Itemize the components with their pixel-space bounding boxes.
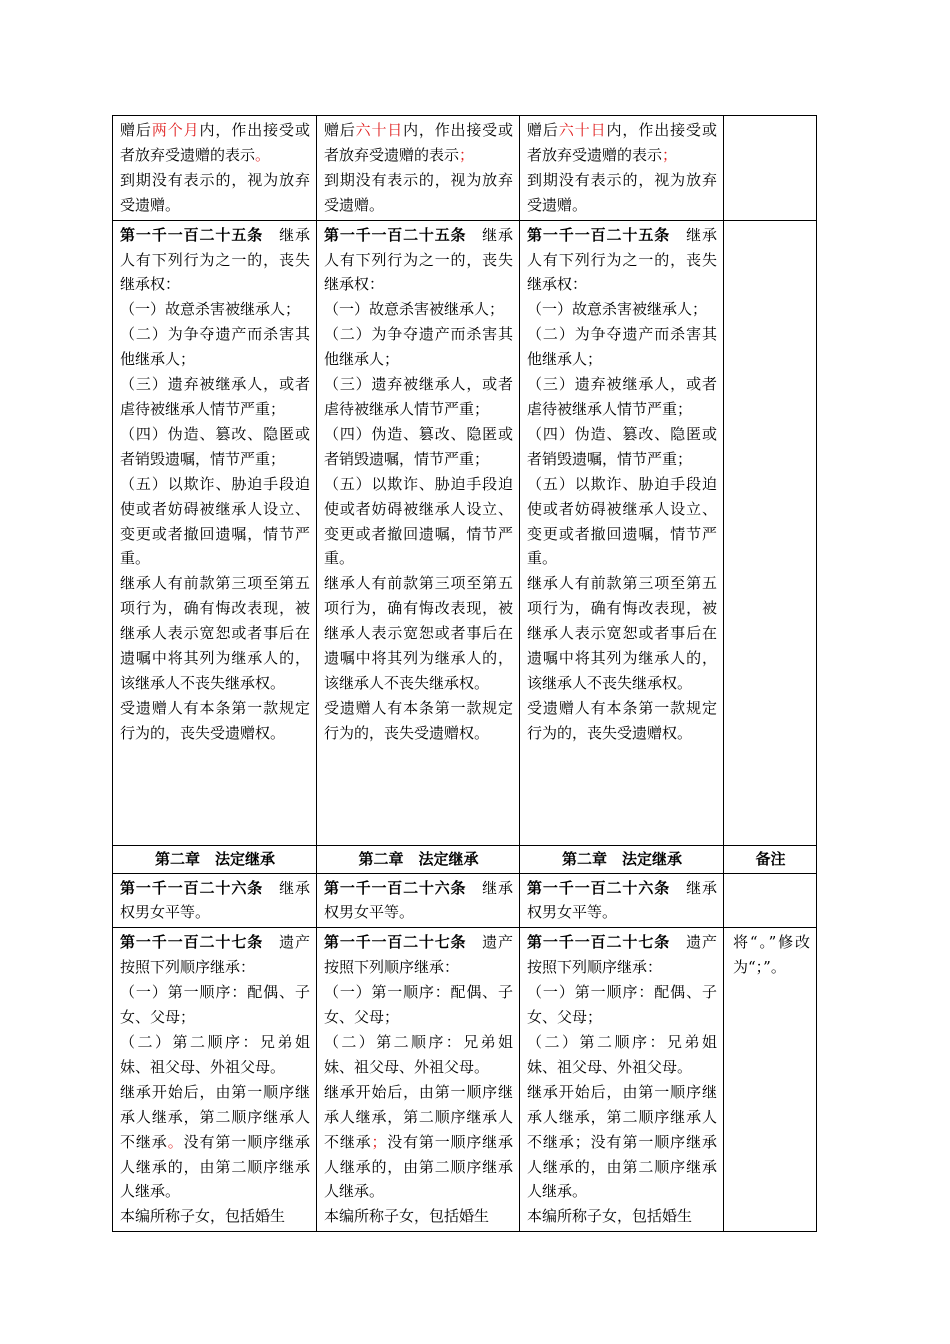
paragraph	[324, 223, 513, 298]
cell-final-text	[520, 928, 724, 1232]
list-item: （五）以欺诈、胁迫手段迫使或者妨碍被继承人设立、变更或者撤回遗嘱，情节严重。	[120, 474, 310, 568]
text: 遗产按照下列顺序继承：	[324, 933, 513, 977]
cell-draft-text	[317, 873, 520, 928]
chapter-header-row	[113, 845, 817, 873]
list-item: （三）遗弃被继承人，或者虐待被继承人情节严重；	[527, 375, 717, 418]
list-item: （五）以欺诈、胁迫手段迫使或者妨碍被继承人设立、变更或者撤回遗嘱，情节严重。	[527, 474, 717, 568]
cell-draft-text	[317, 220, 520, 845]
list-item: （一）第一顺序：配偶、子女、父母；	[120, 983, 310, 1027]
article-number: 第一千一百二十七条	[120, 933, 264, 952]
paragraph: 本编所称子女，包括婚生	[527, 1207, 693, 1226]
paragraph: 受遗赠人有本条第一款规定行为的，丧失受遗赠权。	[120, 698, 310, 742]
list-item: （四）伪造、篡改、隐匿或者销毁遗嘱，情节严重；	[324, 424, 513, 468]
paragraph: 到期没有表示的，视为放弃受遗赠。	[324, 170, 513, 214]
list-item: （四）伪造、篡改、隐匿或者销毁遗嘱，情节严重；	[120, 424, 310, 468]
list-item: （二）为争夺遗产而杀害其他继承人；	[120, 325, 310, 369]
paragraph: 受遗赠人有本条第一款规定行为的，丧失受遗赠权。	[324, 698, 513, 742]
comparison-table-page	[112, 115, 816, 1232]
list-item: （四）伪造、篡改、隐匿或者销毁遗嘱，情节严重；	[527, 424, 717, 468]
paragraph: 到期没有表示的，视为放弃受遗赠。	[527, 170, 717, 214]
list-item: （一）故意杀害被继承人；	[120, 300, 301, 319]
list-item: （一）第一顺序：配偶、子女、父母；	[527, 983, 717, 1027]
text: 内，作出接受或者放弃受遗赠的表示	[527, 121, 717, 164]
cell-old-text	[113, 116, 317, 221]
list-item: （一）第一顺序：配偶、子女、父母；	[324, 983, 513, 1027]
cell-note	[724, 220, 817, 845]
paragraph	[120, 223, 310, 298]
note-column-header: 备注	[724, 845, 817, 873]
article-number: 第一千一百二十五条	[120, 225, 264, 244]
text: 没有第一顺序继承人继承的，由第二顺序继承人继承。	[120, 1132, 310, 1201]
text: 遗产按照下列顺序继承：	[120, 933, 310, 977]
cell-note	[724, 116, 817, 221]
changed-text: 六十日	[355, 121, 404, 139]
text: 继承权男女平等。	[527, 878, 717, 922]
list-item: （二）第二顺序：兄弟姐妹、祖父母、外祖父母。	[324, 1032, 513, 1076]
text: 没有第一顺序继承人继承的，由第二顺序继承人继承。	[324, 1132, 513, 1201]
paragraph	[527, 1080, 717, 1205]
text: 继承人有下列行为之一的，丧失继承权：	[324, 225, 513, 294]
table-row	[113, 873, 817, 928]
paragraph	[324, 930, 513, 980]
paragraph	[324, 1080, 513, 1205]
article-number: 第一千一百二十七条	[527, 933, 671, 952]
cell-note	[724, 873, 817, 928]
text: 内，作出接受或者放弃受遗赠的表示	[120, 121, 310, 164]
cell-final-text	[520, 116, 724, 221]
text: 赠后	[527, 121, 559, 139]
paragraph: 受遗赠人有本条第一款规定行为的，丧失受遗赠权。	[527, 698, 717, 742]
paragraph: 到期没有表示的，视为放弃受遗赠。	[120, 170, 310, 214]
text: 继承人有下列行为之一的，丧失继承权：	[527, 225, 717, 294]
text: 继承开始后，由第一顺序继承人继承，第二顺序继承人不继承	[324, 1082, 513, 1151]
text: 继承开始后，由第一顺序继承人继承，第二顺序继承人不继承	[120, 1082, 310, 1151]
list-item: （一）故意杀害被继承人；	[324, 300, 505, 319]
article-number: 第一千一百二十五条	[324, 225, 467, 244]
text: 继承权男女平等。	[324, 878, 513, 922]
paragraph	[527, 118, 717, 168]
list-item: （三）遗弃被继承人，或者虐待被继承人情节严重；	[324, 375, 513, 418]
cell-old-text	[113, 928, 317, 1232]
text: 遗产按照下列顺序继承：	[527, 933, 717, 977]
paragraph	[120, 118, 310, 168]
chapter-title: 第二章 法定继承	[520, 845, 724, 873]
cell-draft-text	[317, 928, 520, 1232]
list-item: （二）为争夺遗产而杀害其他继承人；	[324, 325, 513, 369]
cell-draft-text	[317, 116, 520, 221]
paragraph	[120, 930, 310, 980]
changed-punctuation: ；	[662, 145, 678, 164]
list-item: （三）遗弃被继承人，或者虐待被继承人情节严重；	[120, 375, 310, 418]
paragraph: 继承人有前款第三项至第五项行为，确有悔改表现，被继承人表示宽恕或者事后在遗嘱中将其列为继承人的，该继承人不丧失继承权。	[120, 574, 310, 692]
changed-punctuation: ；	[371, 1132, 387, 1151]
article-number: 第一千一百二十六条	[527, 878, 671, 897]
cell-note: 将“。”修改为“；”。	[724, 928, 817, 1232]
article-number: 第一千一百二十六条	[120, 878, 264, 897]
list-item: （二）第二顺序：兄弟姐妹、祖父母、外祖父母。	[527, 1032, 717, 1076]
changed-punctuation: 。	[167, 1132, 184, 1151]
table-row	[113, 928, 817, 1232]
article-number: 第一千一百二十七条	[324, 933, 467, 952]
text: 继承开始后，由第一顺序继承人继承，第二顺序继承人不继承	[527, 1082, 717, 1151]
changed-punctuation: 。	[255, 145, 271, 164]
law-comparison-table	[112, 115, 817, 1232]
text: 继承人有下列行为之一的，丧失继承权：	[120, 225, 310, 294]
article-number: 第一千一百二十五条	[527, 225, 671, 244]
list-item: （二）为争夺遗产而杀害其他继承人；	[527, 325, 717, 369]
cell-final-text	[520, 220, 724, 845]
paragraph	[527, 930, 717, 980]
chapter-title: 第二章 法定继承	[317, 845, 520, 873]
punctuation: ；	[574, 1132, 590, 1151]
paragraph: 继承人有前款第三项至第五项行为，确有悔改表现，被继承人表示宽恕或者事后在遗嘱中将其列为继承人的，该继承人不丧失继承权。	[324, 574, 513, 692]
paragraph	[120, 1080, 310, 1205]
paragraph: 本编所称子女，包括婚生	[324, 1207, 490, 1226]
table-row	[113, 116, 817, 221]
paragraph: 本编所称子女，包括婚生	[120, 1207, 286, 1226]
paragraph	[527, 223, 717, 298]
text: 没有第一顺序继承人继承的，由第二顺序继承人继承。	[527, 1132, 717, 1201]
article-number: 第一千一百二十六条	[324, 878, 467, 897]
list-item: （五）以欺诈、胁迫手段迫使或者妨碍被继承人设立、变更或者撤回遗嘱，情节严重。	[324, 474, 513, 568]
cell-final-text	[520, 873, 724, 928]
changed-punctuation: ；	[459, 145, 475, 164]
changed-text: 六十日	[558, 121, 607, 139]
chapter-title: 第二章 法定继承	[113, 845, 317, 873]
cell-old-text	[113, 873, 317, 928]
list-item: （二）第二顺序：兄弟姐妹、祖父母、外祖父母。	[120, 1032, 310, 1076]
paragraph: 继承人有前款第三项至第五项行为，确有悔改表现，被继承人表示宽恕或者事后在遗嘱中将其列为继承人的，该继承人不丧失继承权。	[527, 574, 717, 692]
changed-text: 两个月	[151, 121, 200, 139]
table-row	[113, 220, 817, 845]
list-item: （一）故意杀害被继承人；	[527, 300, 708, 319]
text: 继承权男女平等。	[120, 878, 310, 922]
paragraph	[324, 118, 513, 168]
cell-old-text	[113, 220, 317, 845]
text: 赠后	[120, 121, 152, 139]
text: 赠后	[324, 121, 356, 139]
text: 内，作出接受或者放弃受遗赠的表示	[324, 121, 513, 164]
